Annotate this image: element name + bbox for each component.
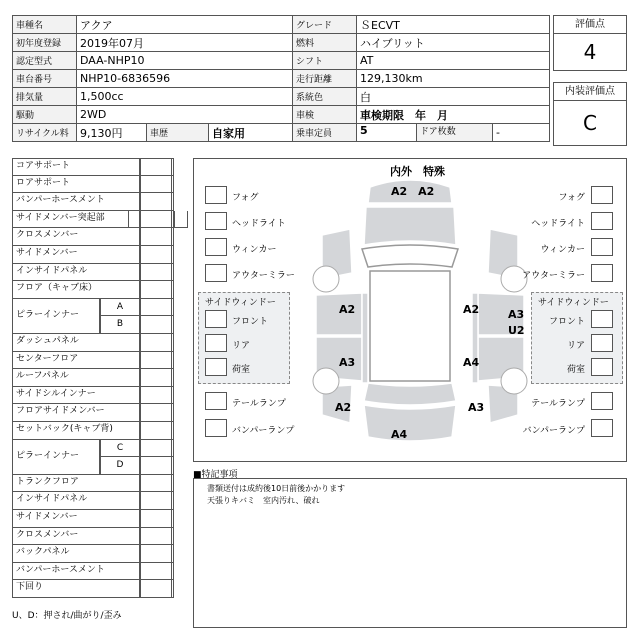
pillar-sub-label: C (100, 440, 140, 458)
left-side-window-item: フロント (232, 317, 269, 327)
right-side-window-item: リア (566, 341, 585, 351)
frame-check-right[interactable] (160, 158, 174, 176)
right-side-window-check[interactable] (591, 358, 613, 376)
frame-check-right[interactable] (160, 193, 174, 211)
frame-item: サイドメンバー (12, 510, 140, 528)
interior-value: C (583, 111, 597, 135)
value-first-registration: 2019年07月 (77, 34, 293, 52)
mark-top: A2 A2 (391, 185, 435, 198)
left-side-window-item: リア (232, 341, 251, 351)
frame-check-right[interactable] (160, 404, 174, 422)
frame-item: ピラーインナー (12, 299, 100, 334)
label-grade: グレード (293, 16, 357, 34)
value-chassis-no: NHP10-6836596 (77, 70, 293, 88)
frame-check-right[interactable] (160, 545, 174, 563)
frame-check-right[interactable] (160, 422, 174, 440)
left-bottom-label: バンパーランプ (232, 426, 295, 436)
frame-check-right[interactable] (160, 176, 174, 194)
pillar-sub-label: B (100, 316, 140, 334)
left-check-box[interactable] (205, 186, 227, 204)
frame-check-right[interactable] (160, 510, 174, 528)
mark-left-rear: A2 (335, 401, 352, 414)
frame-check-right[interactable] (160, 352, 174, 370)
value-mileage: 129,130km (357, 70, 550, 88)
legend-text: U、D：押され/曲がり/歪み (12, 611, 122, 621)
left-side-window-label: サイドウィンドー (205, 298, 276, 308)
frame-check-right[interactable] (160, 299, 174, 317)
value-model-code: DAA-NHP10 (77, 52, 293, 70)
frame-check-right[interactable] (160, 492, 174, 510)
frame-check-right[interactable] (160, 580, 174, 598)
frame-item: コアサポート (12, 158, 140, 176)
value-vehicle-name: アクア (77, 16, 293, 34)
frame-check-extra-right[interactable] (174, 211, 188, 229)
right-check-box[interactable] (591, 264, 613, 282)
left-side-window-item: 荷室 (232, 365, 251, 375)
right-bottom-check[interactable] (591, 392, 613, 410)
frame-item: ダッシュパネル (12, 334, 140, 352)
left-check-label: ウィンカー (232, 245, 277, 255)
value-inspection: 車検期限 年 月 (357, 106, 550, 124)
windshield-part (362, 245, 458, 267)
right-check-box[interactable] (591, 186, 613, 204)
right-check-box[interactable] (591, 212, 613, 230)
notes-line-2: 天張りキバミ 室内汚れ、破れ (207, 496, 320, 505)
frame-item: インサイドパネル (12, 264, 140, 282)
left-side-window-check[interactable] (205, 334, 227, 352)
mark-right-mid-3: A4 (463, 356, 480, 369)
value-recycle-fee: 9,130円 (77, 124, 147, 142)
pillar-sub-label: D (100, 457, 140, 475)
right-bottom-check[interactable] (591, 419, 613, 437)
left-check-box[interactable] (205, 212, 227, 230)
diagram-title: 内外 特殊 (390, 165, 445, 178)
right-bottom-label: テールランプ (531, 399, 585, 409)
right-side-window-check[interactable] (591, 310, 613, 328)
frame-item: フロア（キャブ床） (12, 281, 140, 299)
label-doors: ドア枚数 (417, 124, 492, 141)
value-displacement: 1,500cc (77, 88, 293, 106)
frame-item: インサイドパネル (12, 492, 140, 510)
frame-item: サイドシルインナー (12, 387, 140, 405)
frame-check-right[interactable] (160, 264, 174, 282)
value-grade: ＳECVT (357, 16, 550, 34)
notes-label: ■特記事項 (193, 470, 238, 480)
frame-check-right[interactable] (160, 563, 174, 581)
left-check-box[interactable] (205, 238, 227, 256)
frame-check-right[interactable] (160, 475, 174, 493)
roof-part (370, 271, 450, 381)
frame-check-right[interactable] (160, 457, 174, 475)
frame-check-right[interactable] (160, 369, 174, 387)
label-mileage: 走行距離 (293, 70, 357, 88)
frame-item: 下回り (12, 580, 140, 598)
label-first-registration: 初年度登録 (13, 34, 77, 52)
evaluation-value: 4 (583, 40, 597, 64)
value-color-family: 白 (357, 88, 550, 106)
right-side-window-item: フロント (548, 317, 585, 327)
left-bottom-check[interactable] (205, 419, 227, 437)
value-history: 自家用 (209, 124, 293, 142)
frame-check-right[interactable] (160, 528, 174, 546)
left-check-label: ヘッドライト (232, 219, 286, 229)
evaluation-label: 評価点 (554, 16, 626, 34)
value-shift: AT (357, 52, 550, 70)
mark-right-mid-2: U2 (508, 324, 525, 337)
left-side-window-check[interactable] (205, 310, 227, 328)
frame-item: バックパネル (12, 545, 140, 563)
mark-left-mid: A3 (339, 356, 356, 369)
vehicle-info-table (12, 15, 550, 142)
right-bottom-label: バンパーランプ (522, 426, 585, 436)
interior-label: 内装評価点 (554, 83, 626, 101)
label-shift: シフト (293, 52, 357, 70)
right-check-label: アウターミラー (522, 271, 585, 281)
mark-right-rear: A3 (468, 401, 485, 414)
label-drive: 駆動 (13, 106, 77, 124)
label-color-family: 系統色 (293, 88, 357, 106)
frame-check-extra-left[interactable] (128, 211, 140, 229)
frame-item: センターフロア (12, 352, 140, 370)
right-check-label: ウィンカー (540, 245, 585, 255)
label-inspection: 車検 (293, 106, 357, 124)
frame-check-right[interactable] (160, 228, 174, 246)
label-recycle-fee: リサイクル料 (13, 124, 77, 142)
notes-line-1: 書類送付は成約後10日前後かかります (207, 484, 346, 493)
label-chassis-no: 車台番号 (13, 70, 77, 88)
left-front-wheel (313, 266, 339, 292)
frame-item: サイドメンバー突起部 (12, 211, 140, 229)
frame-check-right[interactable] (160, 246, 174, 264)
value-drive: 2WD (77, 106, 293, 124)
mark-rear: A4 (391, 428, 408, 441)
frame-item: サイドメンバー (12, 246, 140, 264)
frame-item: セットバック(キャブ背) (12, 422, 140, 440)
left-check-label: フォグ (232, 193, 259, 203)
label-fuel: 燃料 (293, 34, 357, 52)
right-side-window-label: サイドウィンドー (538, 298, 609, 308)
label-model-code: 認定型式 (13, 52, 77, 70)
pillar-sub-label: A (100, 299, 140, 317)
interior-score-box (553, 82, 627, 146)
frame-check-right[interactable] (160, 211, 174, 229)
frame-item: クロスメンバー (12, 528, 140, 546)
frame-item: トランクフロア (12, 475, 140, 493)
capacity-doors-cell (357, 124, 493, 142)
frame-item: クロスメンバー (12, 228, 140, 246)
frame-item: バンパーホースメント (12, 563, 140, 581)
left-check-box[interactable] (205, 264, 227, 282)
frame-item: フロアサイドメンバー (12, 404, 140, 422)
frame-check-right[interactable] (160, 387, 174, 405)
right-check-label: フォグ (558, 193, 585, 203)
left-rear-wheel (313, 368, 339, 394)
frame-item: ルーフパネル (12, 369, 140, 387)
frame-item: バンパーホースメント (12, 193, 140, 211)
frame-check-right[interactable] (160, 316, 174, 334)
value-doors: - (493, 124, 550, 142)
right-side-window-check[interactable] (591, 334, 613, 352)
value-fuel: ハイブリット (357, 34, 550, 52)
evaluation-score-box (553, 15, 627, 71)
left-check-label: アウターミラー (232, 271, 295, 281)
frame-check-right[interactable] (160, 281, 174, 299)
left-side-window-check[interactable] (205, 358, 227, 376)
left-sill (362, 293, 368, 383)
hood-part (364, 207, 456, 245)
frame-check-right[interactable] (160, 440, 174, 458)
right-check-label: ヘッドライト (531, 219, 585, 229)
frame-item: ピラーインナー (12, 440, 100, 475)
label-history: 車歴 (147, 124, 209, 142)
right-side-window-item: 荷室 (566, 365, 585, 375)
right-check-box[interactable] (591, 238, 613, 256)
value-capacity: 5 (357, 124, 417, 141)
right-rear-wheel (501, 368, 527, 394)
mark-right-mid-1: A3 (508, 308, 525, 321)
frame-check-right[interactable] (160, 334, 174, 352)
left-bottom-label: テールランプ (232, 399, 286, 409)
label-displacement: 排気量 (13, 88, 77, 106)
mark-left-front: A2 (339, 303, 356, 316)
frame-item: ロアサポート (12, 176, 140, 194)
label-capacity: 乗車定員 (293, 124, 357, 142)
left-bottom-check[interactable] (205, 392, 227, 410)
mark-right-front: A2 (463, 303, 480, 316)
trunk-part (364, 405, 456, 441)
label-vehicle-name: 車種名 (13, 16, 77, 34)
rear-window-part (364, 383, 456, 405)
